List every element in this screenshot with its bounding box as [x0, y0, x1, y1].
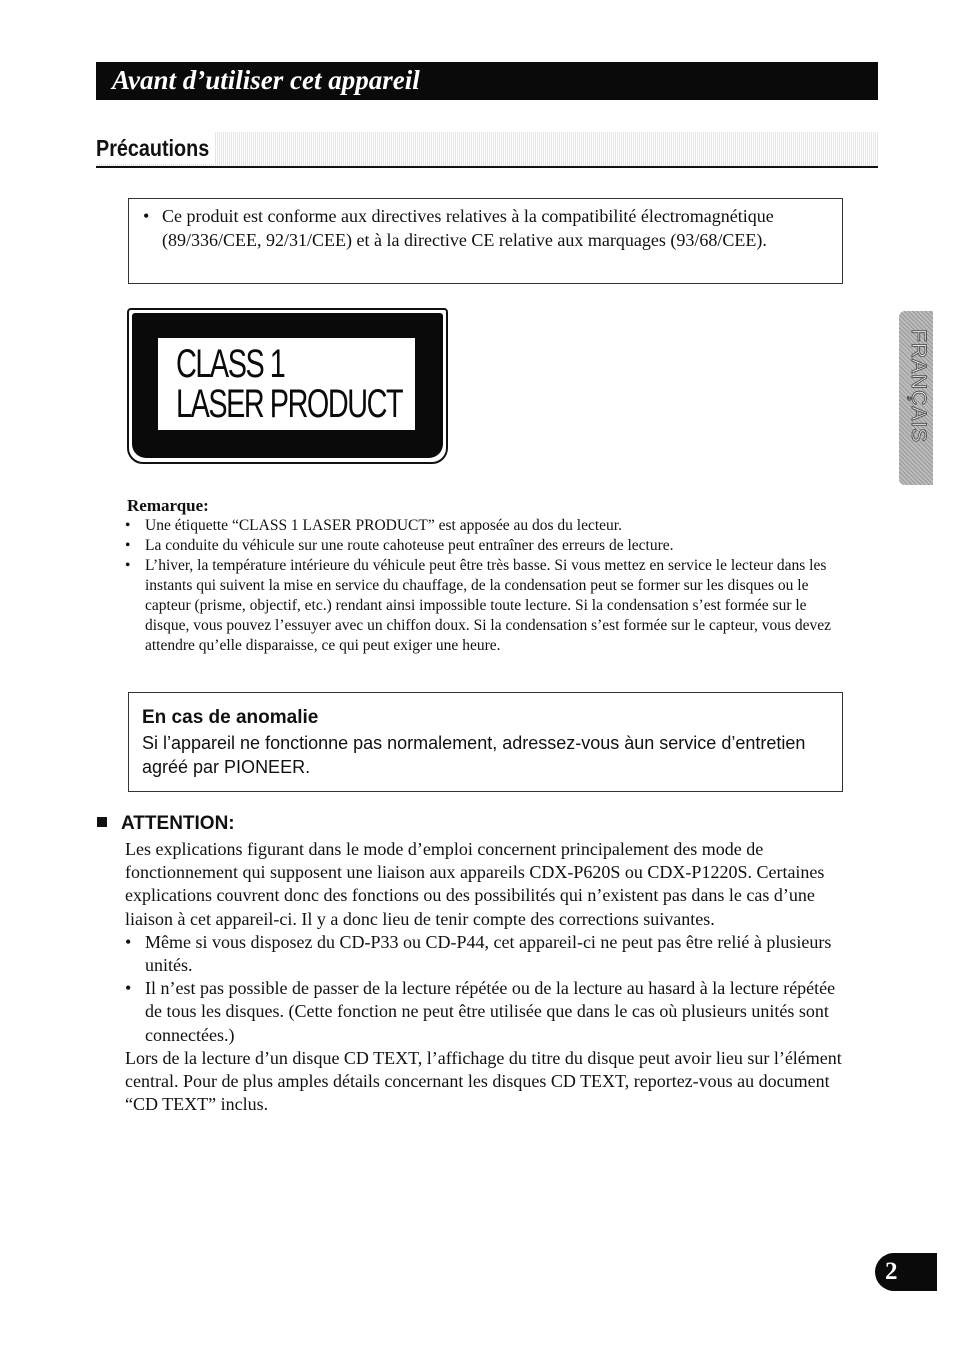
bullet-icon: • — [125, 517, 131, 534]
remarque-item-text: La conduite du véhicule sur une route cahoteuse peut entraîner des erreurs de lecture. — [145, 537, 674, 554]
page-header-bar — [96, 62, 878, 100]
remarque-item-text: Une étiquette “CLASS 1 LASER PRODUCT” est apposée au dos du lecteur. — [145, 517, 622, 534]
section-heading — [96, 132, 878, 168]
laser-label — [158, 338, 415, 430]
attention-body — [125, 838, 845, 1116]
remarque-item-text: L’hiver, la température intérieure du véhicule peut être très basse. Si vous mettez en service le lecteur dans les instants qui suivent la mise en service du chauffage, de la condensation peut se former sur les disques ou le capteur (prisme, objectif, etc.) rendant ainsi impossible toute lecture. Si la condensation s’est formée sur le disque, vous pouvez l’essuyer avec un chiffon doux. Si la condensation s’est formée sur le capteur, vous devez attendre qu’elle disparaisse, ce qui peut exiger une heure. — [145, 557, 832, 654]
language-label: FRANÇAIS — [907, 329, 930, 444]
laser-label-line1: CLASS 1 — [176, 342, 285, 386]
bullet-icon: • — [125, 931, 132, 952]
language-side-tab — [899, 311, 933, 485]
bullet-icon: • — [125, 557, 131, 574]
bullet-icon: • — [125, 978, 132, 999]
anomalie-box — [128, 692, 843, 792]
compliance-notice-box — [128, 198, 843, 284]
attention-list — [125, 931, 845, 1047]
section-title: Précautions — [96, 132, 214, 164]
list-item — [121, 556, 841, 656]
list-item — [121, 516, 841, 536]
page-header-title: Avant d’utiliser cet appareil — [112, 65, 420, 95]
laser-label-line2: LASER PRODUCT — [176, 382, 403, 426]
list-item — [125, 977, 845, 1047]
attention-intro: Les explications figurant dans le mode d’emploi concernent principalement des mode de fonctionnement qui supposent une liaison aux appareils CDX-P620S ou CDX-P1220S. Certaines explications couvrent donc des fonctions ou des possibilités qui n’existent pas dans le cas d’une liaison à cet appareil-ci. Il y a donc lieu de tenir compte des corrections suivantes. — [125, 839, 825, 929]
attention-heading — [97, 812, 235, 836]
attention-title: ATTENTION: — [121, 813, 235, 834]
anomalie-text: Si l’appareil ne fonctionne pas normalement, adressez-vous àun service d’entretien agréé par PIONEER. — [142, 733, 806, 777]
square-bullet-icon — [97, 817, 107, 827]
attention-item-text: Même si vous disposez du CD-P33 ou CD-P44, cet appareil-ci ne peut pas être relié à plusieurs unités. — [145, 931, 832, 976]
compliance-text: Ce produit est conforme aux directives relatives à la compatibilité électromagnétique (89/336/CEE, 92/31/CEE) et à la directive CE relative aux marquages (93/68/CEE). — [162, 206, 774, 250]
bullet-icon: • — [125, 537, 131, 554]
page-number-badge — [875, 1253, 937, 1291]
page-number: 2 — [885, 1258, 898, 1285]
list-item — [125, 931, 845, 977]
attention-item-text: Il n’est pas possible de passer de la lecture répétée ou de la lecture au hasard à la lecture répétée de tous les disques. (Cette fonction ne peut être utilisée que dans le cas où plusieurs unités sont connectées.) — [145, 978, 836, 1045]
attention-outro: Lors de la lecture d’un disque CD TEXT, l’affichage du titre du disque peut avoir lieu sur l’élément central. Pour de plus amples détails concernant les disques CD TEXT, reportez-vous au document “CD TEXT” inclus. — [125, 1047, 842, 1115]
anomalie-title: En cas de anomalie — [142, 707, 319, 728]
remarque-list — [121, 516, 841, 656]
bullet-icon: • — [143, 206, 150, 226]
list-item — [121, 536, 841, 556]
remarque-title: Remarque: — [127, 496, 209, 515]
